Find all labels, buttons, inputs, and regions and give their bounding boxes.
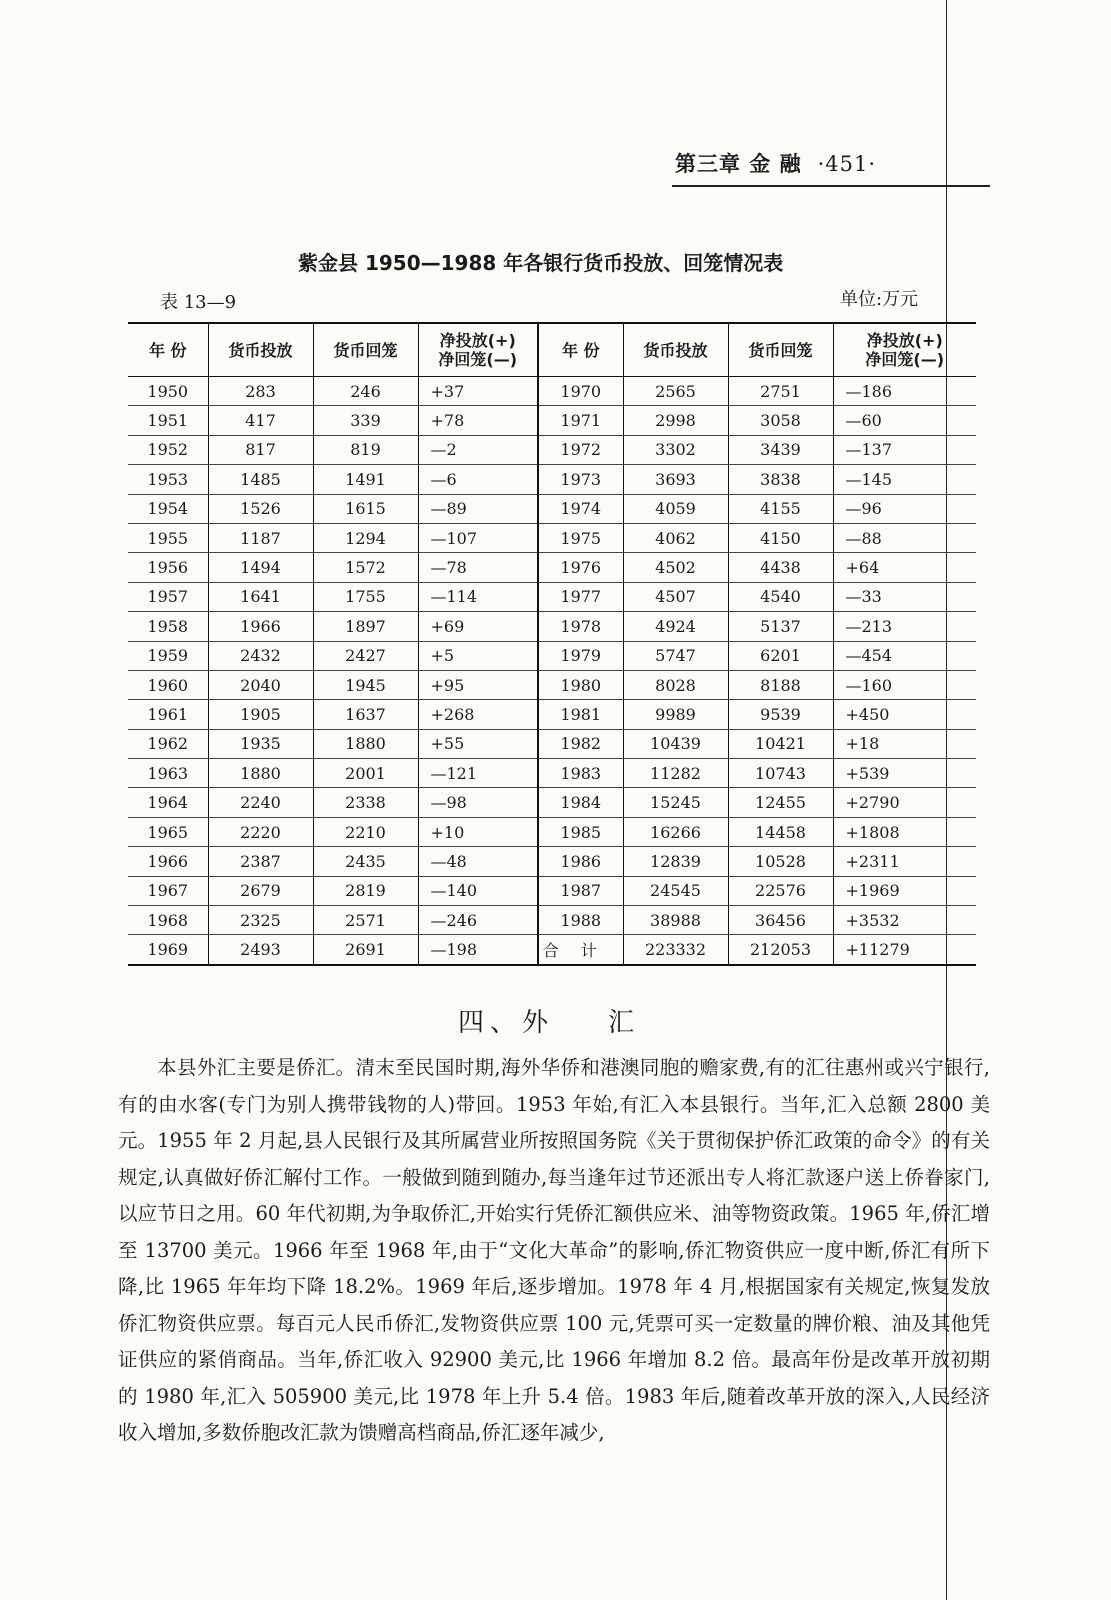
table-unit: 单位:万元 (840, 289, 919, 310)
cell-withdraw: 2001 (313, 759, 418, 788)
cell-net: —140 (418, 876, 538, 905)
cell-withdraw: 9539 (728, 700, 833, 729)
cell-withdraw: 246 (313, 377, 418, 406)
cell-net: +55 (418, 729, 538, 758)
cell-issue: 2240 (208, 788, 313, 817)
cell-issue: 1880 (208, 759, 313, 788)
col-header-net-2 (833, 323, 976, 377)
cell-withdraw: 10421 (728, 729, 833, 758)
cell-withdraw: 4438 (728, 553, 833, 582)
cell-withdraw: 2338 (313, 788, 418, 817)
cell-year: 1951 (128, 406, 208, 435)
cell-net: +3532 (833, 906, 976, 935)
col-header-year-2: 年 份 (538, 323, 623, 377)
cell-withdraw: 2819 (313, 876, 418, 905)
cell-year: 1979 (538, 641, 623, 670)
table-header-row (128, 323, 976, 377)
cell-net: +2311 (833, 847, 976, 876)
cell-net: —114 (418, 582, 538, 611)
cell-year: 1978 (538, 612, 623, 641)
cell-issue: 4507 (623, 582, 728, 611)
cell-net: +95 (418, 670, 538, 699)
cell-net: —198 (418, 935, 538, 965)
table-row (128, 523, 976, 552)
cell-issue: 1935 (208, 729, 313, 758)
cell-issue: 15245 (623, 788, 728, 817)
cell-year: 1980 (538, 670, 623, 699)
cell-withdraw: 1945 (313, 670, 418, 699)
cell-issue: 12839 (623, 847, 728, 876)
section-title-part2: 汇 (608, 1008, 641, 1038)
cell-issue: 2040 (208, 670, 313, 699)
cell-withdraw: 10528 (728, 847, 833, 876)
cell-net: +11279 (833, 935, 976, 965)
cell-withdraw: 4150 (728, 523, 833, 552)
col-header-issue-2: 货币投放 (623, 323, 728, 377)
cell-year: 1985 (538, 817, 623, 846)
cell-net: —60 (833, 406, 976, 435)
cell-issue: 1966 (208, 612, 313, 641)
cell-withdraw: 12455 (728, 788, 833, 817)
cell-year: 1961 (128, 700, 208, 729)
table-row (128, 906, 976, 935)
cell-issue: 2493 (208, 935, 313, 965)
cell-withdraw: 6201 (728, 641, 833, 670)
cell-issue: 1641 (208, 582, 313, 611)
cell-net: —48 (418, 847, 538, 876)
cell-issue: 2565 (623, 377, 728, 406)
cell-net: —88 (833, 523, 976, 552)
cell-withdraw: 2751 (728, 377, 833, 406)
cell-issue: 1905 (208, 700, 313, 729)
cell-withdraw: 4155 (728, 494, 833, 523)
table-body (128, 377, 976, 965)
cell-year: 合计 (538, 935, 623, 965)
cell-net: +450 (833, 700, 976, 729)
cell-issue: 38988 (623, 906, 728, 935)
cell-withdraw: 1491 (313, 465, 418, 494)
cell-net: —78 (418, 553, 538, 582)
section-title-part1: 四、外 (458, 1008, 555, 1038)
body-text (118, 1050, 990, 1452)
cell-issue: 283 (208, 377, 313, 406)
cell-issue: 1494 (208, 553, 313, 582)
cell-year: 1964 (128, 788, 208, 817)
cell-year: 1972 (538, 435, 623, 464)
cell-year: 1983 (538, 759, 623, 788)
cell-year: 1984 (538, 788, 623, 817)
cell-issue: 2432 (208, 641, 313, 670)
cell-year: 1952 (128, 435, 208, 464)
cell-withdraw: 2435 (313, 847, 418, 876)
cell-net: +539 (833, 759, 976, 788)
table-row (128, 670, 976, 699)
cell-withdraw: 2571 (313, 906, 418, 935)
table-row (128, 788, 976, 817)
cell-issue: 3693 (623, 465, 728, 494)
cell-net: —96 (833, 494, 976, 523)
cell-issue: 5747 (623, 641, 728, 670)
cell-issue: 8028 (623, 670, 728, 699)
cell-year: 1976 (538, 553, 623, 582)
cell-withdraw: 2210 (313, 817, 418, 846)
cell-net: —107 (418, 523, 538, 552)
cell-year: 1965 (128, 817, 208, 846)
cell-net: +1808 (833, 817, 976, 846)
cell-withdraw: 1572 (313, 553, 418, 582)
cell-issue: 4062 (623, 523, 728, 552)
col-header-net-line1: 净投放(+) (439, 331, 516, 350)
table-row (128, 817, 976, 846)
cell-issue: 11282 (623, 759, 728, 788)
col-header-net-line2: 净回笼(—) (865, 350, 945, 369)
cell-net: —121 (418, 759, 538, 788)
cell-year: 1967 (128, 876, 208, 905)
table-row (128, 582, 976, 611)
cell-withdraw: 10743 (728, 759, 833, 788)
col-header-net-line2: 净回笼(—) (438, 350, 518, 369)
cell-year: 1981 (538, 700, 623, 729)
cell-withdraw: 4540 (728, 582, 833, 611)
table-row (128, 435, 976, 464)
table-row (128, 612, 976, 641)
cell-issue: 2679 (208, 876, 313, 905)
cell-issue: 10439 (623, 729, 728, 758)
cell-net: +37 (418, 377, 538, 406)
cell-issue: 2387 (208, 847, 313, 876)
cell-withdraw: 339 (313, 406, 418, 435)
cell-withdraw: 819 (313, 435, 418, 464)
cell-net: —454 (833, 641, 976, 670)
cell-issue: 24545 (623, 876, 728, 905)
cell-year: 1987 (538, 876, 623, 905)
table-row (128, 935, 976, 965)
cell-withdraw: 2427 (313, 641, 418, 670)
cell-issue: 1187 (208, 523, 313, 552)
cell-withdraw: 1755 (313, 582, 418, 611)
table-row (128, 641, 976, 670)
page-header (675, 148, 990, 178)
cell-net: —89 (418, 494, 538, 523)
cell-issue: 4924 (623, 612, 728, 641)
cell-year: 1973 (538, 465, 623, 494)
cell-issue: 223332 (623, 935, 728, 965)
table-row (128, 465, 976, 494)
cell-net: —2 (418, 435, 538, 464)
cell-net: +64 (833, 553, 976, 582)
page-number: ·451· (817, 152, 877, 176)
table-row (128, 406, 976, 435)
cell-year: 1970 (538, 377, 623, 406)
cell-net: —186 (833, 377, 976, 406)
cell-withdraw: 3838 (728, 465, 833, 494)
cell-withdraw: 3439 (728, 435, 833, 464)
table-row (128, 729, 976, 758)
col-header-year: 年 份 (128, 323, 208, 377)
cell-year: 1963 (128, 759, 208, 788)
cell-withdraw: 1294 (313, 523, 418, 552)
cell-year: 1977 (538, 582, 623, 611)
cell-withdraw: 22576 (728, 876, 833, 905)
cell-net: +1969 (833, 876, 976, 905)
cell-net: +18 (833, 729, 976, 758)
table-row (128, 700, 976, 729)
cell-withdraw: 1615 (313, 494, 418, 523)
col-header-net (418, 323, 538, 377)
cell-year: 1982 (538, 729, 623, 758)
table-row (128, 759, 976, 788)
cell-withdraw: 36456 (728, 906, 833, 935)
cell-withdraw: 1897 (313, 612, 418, 641)
cell-year: 1960 (128, 670, 208, 699)
cell-net: +10 (418, 817, 538, 846)
table-row (128, 847, 976, 876)
cell-year: 1988 (538, 906, 623, 935)
cell-withdraw: 5137 (728, 612, 833, 641)
table-row (128, 553, 976, 582)
cell-net: —33 (833, 582, 976, 611)
cell-year: 1959 (128, 641, 208, 670)
cell-year: 1968 (128, 906, 208, 935)
col-header-net-line1: 净投放(+) (866, 331, 943, 350)
cell-issue: 417 (208, 406, 313, 435)
cell-net: —137 (833, 435, 976, 464)
cell-year: 1958 (128, 612, 208, 641)
section-title (458, 1002, 640, 1039)
cell-issue: 4059 (623, 494, 728, 523)
cell-year: 1955 (128, 523, 208, 552)
cell-issue: 3302 (623, 435, 728, 464)
col-header-withdraw: 货币回笼 (313, 323, 418, 377)
cell-withdraw: 212053 (728, 935, 833, 965)
cell-year: 1956 (128, 553, 208, 582)
cell-issue: 16266 (623, 817, 728, 846)
col-header-issue: 货币投放 (208, 323, 313, 377)
cell-year: 1953 (128, 465, 208, 494)
cell-net: +5 (418, 641, 538, 670)
cell-withdraw: 2691 (313, 935, 418, 965)
chapter-title: 第三章 金 融 (675, 152, 802, 176)
cell-year: 1957 (128, 582, 208, 611)
currency-table (128, 322, 976, 966)
cell-year: 1986 (538, 847, 623, 876)
header-rule (672, 185, 990, 187)
cell-issue: 1526 (208, 494, 313, 523)
cell-net: +69 (418, 612, 538, 641)
cell-issue: 2220 (208, 817, 313, 846)
cell-issue: 9989 (623, 700, 728, 729)
cell-withdraw: 1637 (313, 700, 418, 729)
cell-net: +2790 (833, 788, 976, 817)
cell-withdraw: 8188 (728, 670, 833, 699)
cell-net: —6 (418, 465, 538, 494)
cell-net: —98 (418, 788, 538, 817)
table-row (128, 494, 976, 523)
cell-year: 1971 (538, 406, 623, 435)
cell-net: —213 (833, 612, 976, 641)
cell-issue: 2998 (623, 406, 728, 435)
cell-issue: 1485 (208, 465, 313, 494)
cell-withdraw: 1880 (313, 729, 418, 758)
cell-year: 1950 (128, 377, 208, 406)
cell-net: —160 (833, 670, 976, 699)
cell-issue: 4502 (623, 553, 728, 582)
cell-net: —145 (833, 465, 976, 494)
cell-withdraw: 14458 (728, 817, 833, 846)
body-paragraph: 本县外汇主要是侨汇。清末至民国时期,海外华侨和港澳同胞的赡家费,有的汇往惠州或兴宁银行,有的由水客(专门为别人携带钱物的人)带回。1953 年始,有汇入本县银行。当年,汇入总额 2800 美元。1955 年 2 月起,县人民银行及其所属营业所按照国务院《关于贯彻保护侨汇政策的命令》的有关规定,认真做好侨汇解付工作。一般做到随到随办,每当逢年过节还派出专人将汇款逐户送上侨眷家门,以应节日之用。60 年代初期,为争取侨汇,开始实行凭侨汇额供应米、油等物资政策。1965 年,侨汇增至 13700 美元。1966 年至 1968 年,由于“文化大革命”的影响,侨汇物资供应一度中断,侨汇有所下降,比 1965 年年均下降 18.2%。1969 年后,逐步增加。1978 年 4 月,根据国家有关规定,恢复发放侨汇物资供应票。每百元人民币侨汇,发物资供应票 100 元,凭票可买一定数量的牌价粮、油及其他凭证供应的紧俏商品。当年,侨汇收入 92900 美元,比 1966 年增加 8.2 倍。最高年份是改革开放初期的 1980 年,汇入 505900 美元,比 1978 年上升 5.4 倍。1983 年后,随着改革开放的深入,人民经济收入增加,多数侨胞改汇款为馈赠高档商品,侨汇逐年减少, (118, 1056, 990, 1444)
table-number: 表 13—9 (160, 292, 237, 313)
cell-net: +268 (418, 700, 538, 729)
cell-year: 1966 (128, 847, 208, 876)
cell-year: 1954 (128, 494, 208, 523)
table-row (128, 377, 976, 406)
cell-issue: 817 (208, 435, 313, 464)
cell-withdraw: 3058 (728, 406, 833, 435)
cell-issue: 2325 (208, 906, 313, 935)
cell-year: 1974 (538, 494, 623, 523)
cell-year: 1969 (128, 935, 208, 965)
col-header-withdraw-2: 货币回笼 (728, 323, 833, 377)
table-row (128, 876, 976, 905)
cell-net: —246 (418, 906, 538, 935)
cell-net: +78 (418, 406, 538, 435)
table-title: 紫金县 1950—1988 年各银行货币投放、回笼情况表 (298, 251, 784, 275)
cell-year: 1975 (538, 523, 623, 552)
cell-year: 1962 (128, 729, 208, 758)
